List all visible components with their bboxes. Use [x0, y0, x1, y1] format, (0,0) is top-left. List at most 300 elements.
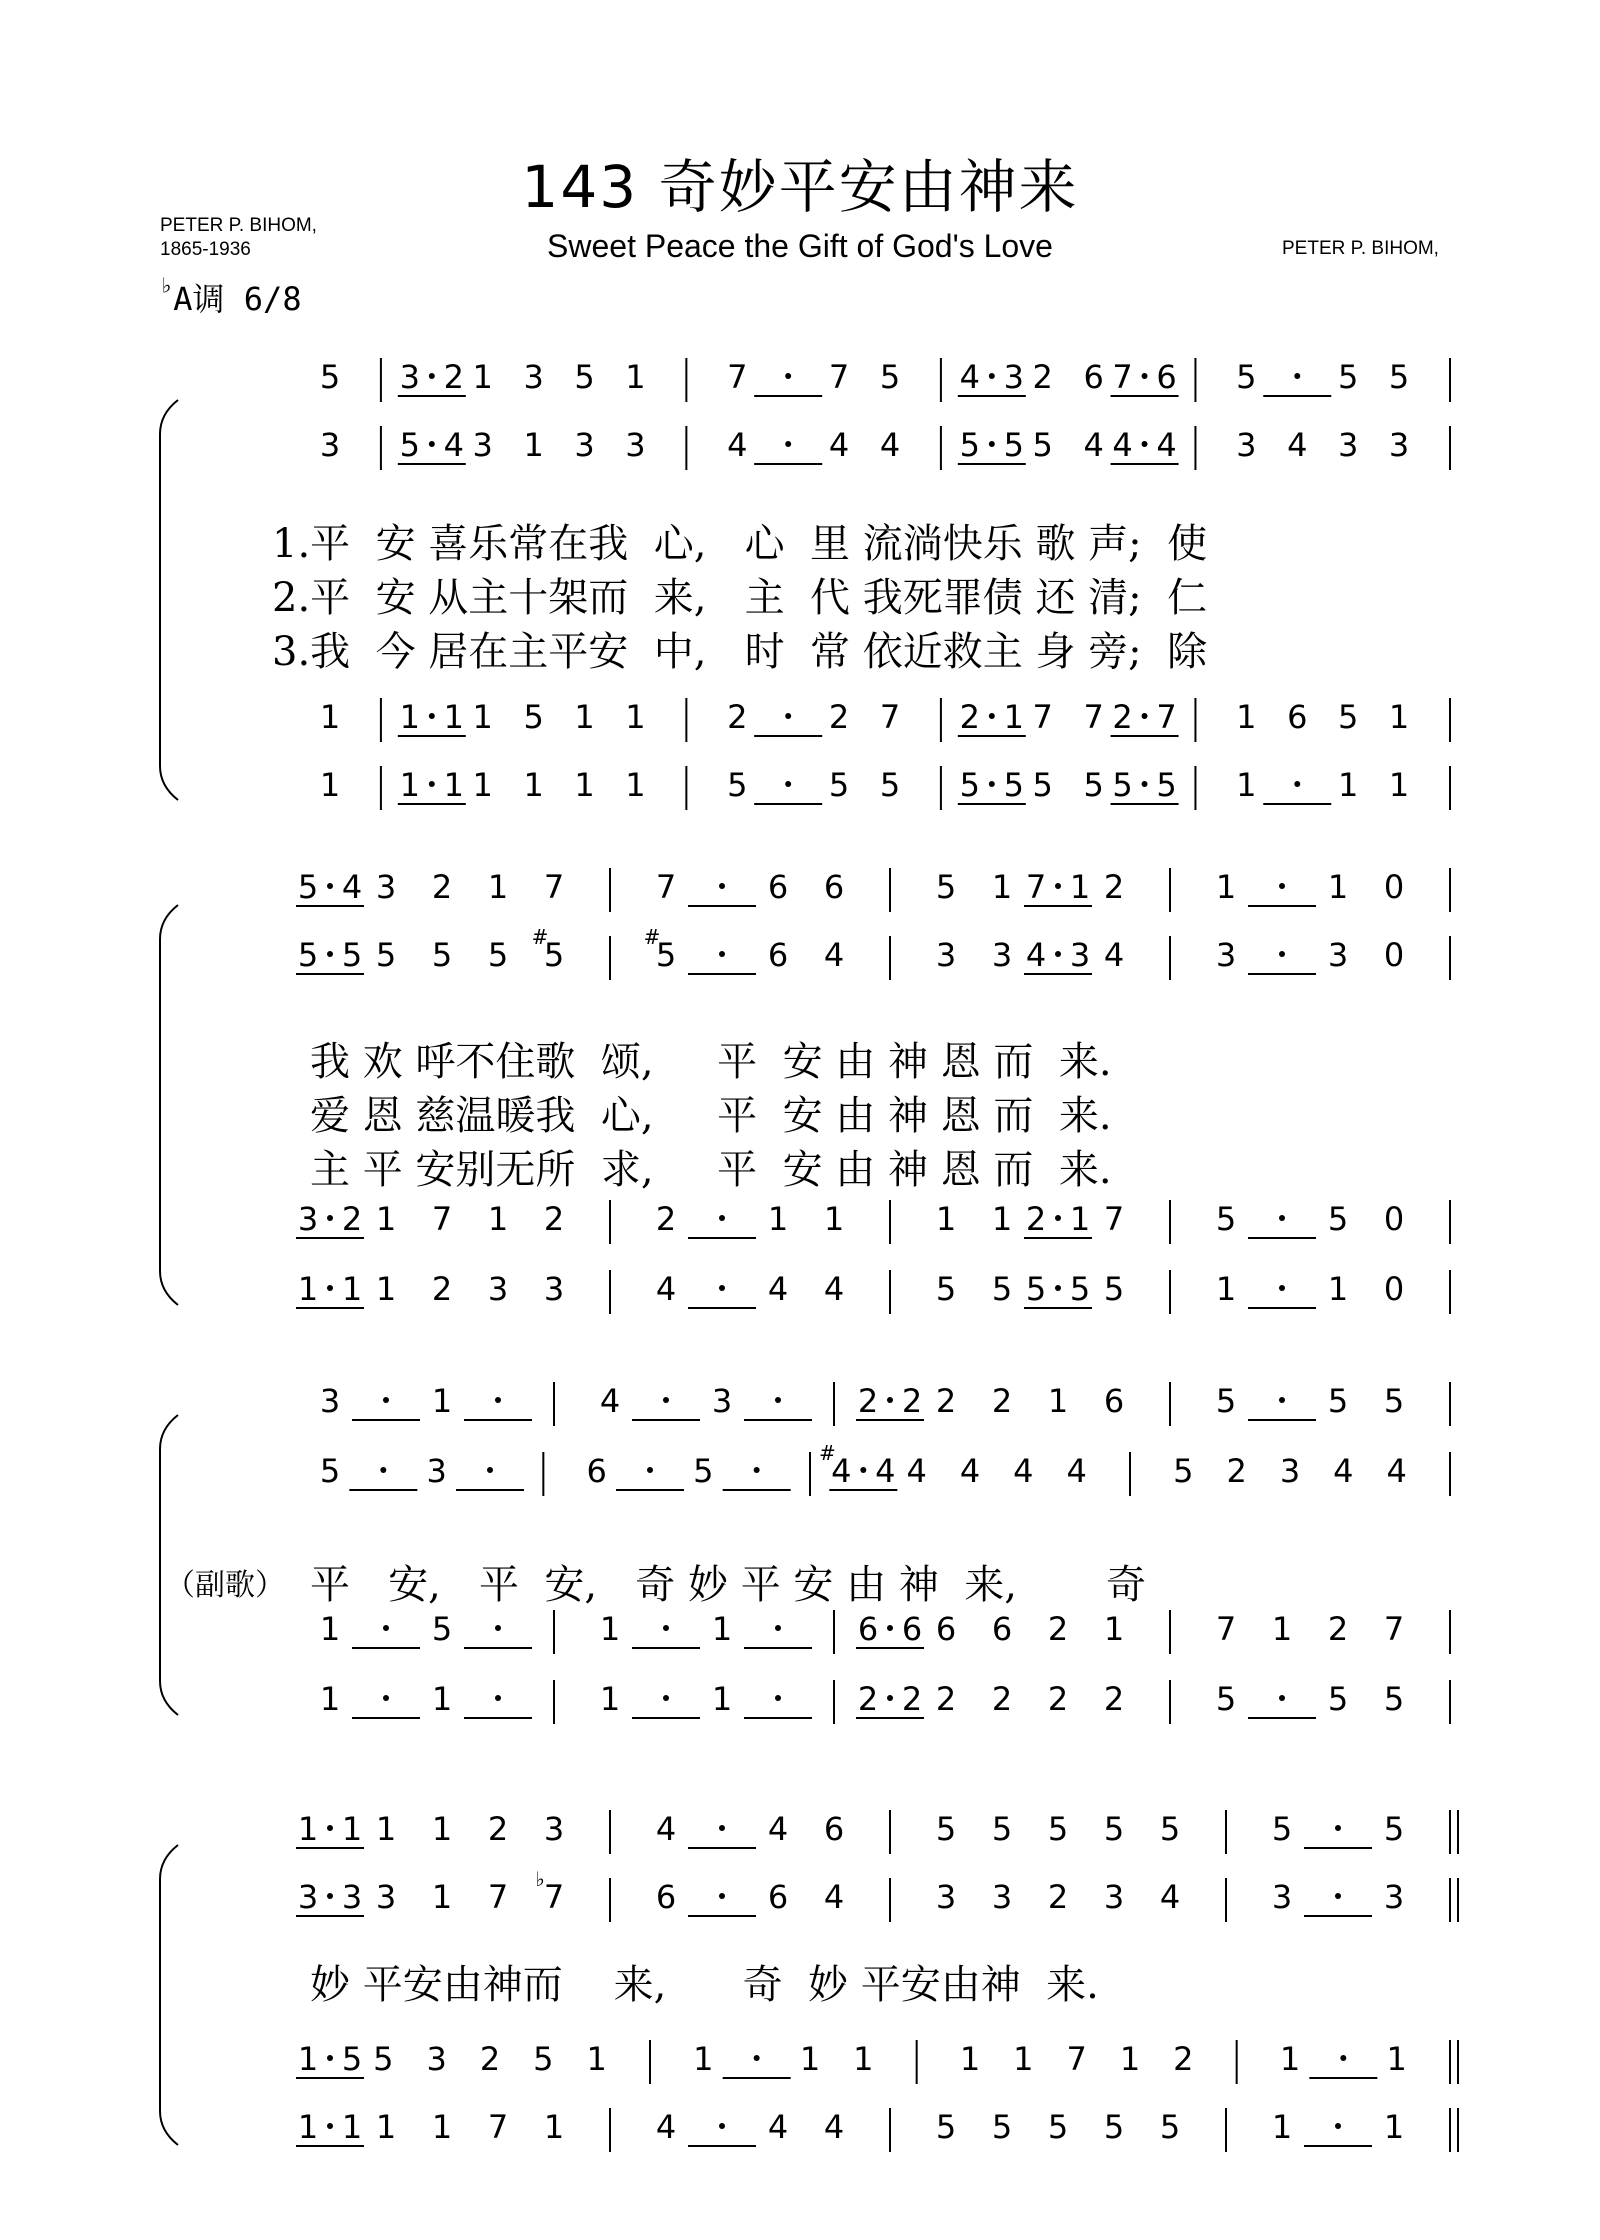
note: 5: [1103, 1810, 1125, 1848]
note: 1: [1327, 868, 1349, 906]
augmentation-dot: [487, 1467, 493, 1473]
note: 1: [1271, 1610, 1293, 1648]
augmentation-dot: [495, 1625, 501, 1631]
note: 7: [1083, 698, 1104, 736]
augmentation-dot: [1340, 2055, 1346, 2061]
note: 1: [431, 2108, 453, 2146]
augmentation-dot: [1279, 1397, 1285, 1403]
note: 5: [1215, 1680, 1237, 1718]
note: 3: [319, 426, 341, 464]
note: 2: [1226, 1452, 1247, 1490]
augmentation-dot: [1142, 373, 1148, 379]
note: 4: [341, 868, 363, 906]
note: 1: [341, 2108, 363, 2146]
note: 2: [901, 1382, 923, 1420]
note: 1: [1236, 766, 1257, 804]
note: 1: [375, 1810, 397, 1848]
augmentation-dot: [887, 1397, 893, 1403]
system-bracket: [160, 400, 178, 800]
note: 0: [1383, 1200, 1405, 1238]
note: 1: [297, 1270, 319, 1308]
augmentation-dot: [719, 1285, 725, 1291]
lyric-s3: 平 安, 平 安, 奇 妙 平 安 由 神 来, 奇: [310, 1562, 1147, 1608]
note: 1: [431, 1878, 453, 1916]
note: 7: [1032, 698, 1053, 736]
note: 1: [1215, 868, 1237, 906]
note: 6: [767, 936, 789, 974]
note: 5: [1338, 698, 1359, 736]
note: 3: [574, 426, 595, 464]
hymn-subtitle: Sweet Peace the Gift of God's Love: [547, 228, 1053, 264]
note: 4: [1103, 936, 1125, 974]
augmentation-dot: [663, 1397, 669, 1403]
note: 4: [831, 1452, 852, 1490]
note: 2: [935, 1382, 957, 1420]
note: 5: [1388, 358, 1410, 396]
note: 4: [443, 426, 464, 464]
note: 3: [1003, 358, 1024, 396]
note: 5: [1047, 1810, 1069, 1848]
note: 3: [625, 426, 646, 464]
note: 2: [543, 1200, 565, 1238]
note: 4: [767, 2108, 789, 2146]
note: 5: [1003, 426, 1024, 464]
lyric-s1-v2: 2.平 安 从主十架而 来, 主 代 我死罪债 还 清; 仁: [272, 575, 1208, 621]
note: 5: [341, 936, 363, 974]
note: 5: [487, 936, 509, 974]
note: 1: [487, 1200, 509, 1238]
note: 3: [1388, 426, 1410, 464]
note: 7: [1383, 1610, 1405, 1648]
note: 5: [1003, 766, 1024, 804]
augmentation-dot: [327, 1825, 333, 1831]
note: 1: [399, 766, 420, 804]
augmentation-dot: [1142, 781, 1148, 787]
note: 1: [1013, 2040, 1034, 2078]
note: 4: [655, 1810, 677, 1848]
note: 5: [297, 936, 319, 974]
note: 2: [901, 1680, 923, 1718]
note: 3: [991, 1878, 1013, 1916]
hymn-title: 143 奇妙平安由神来: [521, 153, 1079, 221]
note: 4: [767, 1810, 789, 1848]
note: 2: [431, 1270, 453, 1308]
note: 4: [1083, 426, 1104, 464]
note: 7: [431, 1200, 453, 1238]
augmentation-dot: [989, 373, 995, 379]
augmentation-dot: [860, 1467, 866, 1473]
note: 1: [1386, 2040, 1407, 2078]
note: 3: [935, 1878, 957, 1916]
note: 4: [959, 358, 980, 396]
note: 3: [991, 936, 1013, 974]
note: 3: [1327, 936, 1349, 974]
augmentation-dot: [719, 1893, 725, 1899]
note: 2: [1103, 868, 1125, 906]
note: 1: [599, 1610, 621, 1648]
note: 2: [479, 2040, 501, 2078]
note: 5: [1271, 1810, 1293, 1848]
note: 1: [319, 698, 341, 736]
note: 5: [935, 1270, 957, 1308]
augmentation-dot: [1335, 1893, 1341, 1899]
note: 5: [1103, 2108, 1125, 2146]
system-bracket: [160, 905, 178, 1305]
note: 3: [297, 1200, 319, 1238]
note: 1: [543, 2108, 565, 2146]
note: 2: [443, 358, 464, 396]
note: 7: [879, 698, 901, 736]
note: 4: [1013, 1452, 1034, 1490]
augmentation-dot: [887, 1625, 893, 1631]
augmentation-dot: [1055, 883, 1061, 889]
augmentation-dot: [719, 1825, 725, 1831]
note: 5: [935, 2108, 957, 2146]
note: 1: [1271, 2108, 1293, 2146]
note: 5: [1215, 1382, 1237, 1420]
note: 5: [1383, 1382, 1405, 1420]
note: 4: [1066, 1452, 1087, 1490]
note: 5: [991, 2108, 1013, 2146]
note: 1: [443, 766, 464, 804]
note: 1: [1069, 1200, 1091, 1238]
note: 6: [767, 1878, 789, 1916]
note: 6: [823, 868, 845, 906]
note: 3: [543, 1270, 565, 1308]
note: 7: [1112, 358, 1133, 396]
note: 5: [1383, 1810, 1405, 1848]
note: 6: [901, 1610, 923, 1648]
note: 5: [1327, 1680, 1349, 1718]
note: 2: [857, 1680, 879, 1718]
note: 5: [574, 358, 595, 396]
note: 5: [1159, 2108, 1181, 2146]
note: 7: [543, 1878, 565, 1916]
note: 2: [828, 698, 850, 736]
augmentation-dot: [383, 1625, 389, 1631]
note: 4: [823, 1878, 845, 1916]
note: 5: [1032, 426, 1053, 464]
note: 1: [375, 2108, 397, 2146]
note: 7: [727, 358, 748, 396]
augmentation-dot: [719, 2123, 725, 2129]
augmentation-dot: [1055, 951, 1061, 957]
note: 1: [487, 868, 509, 906]
augmentation-dot: [327, 883, 333, 889]
note: 1: [431, 1382, 453, 1420]
note: 4: [727, 426, 748, 464]
note: 3: [543, 1810, 565, 1848]
augmentation-dot: [380, 1467, 386, 1473]
note: 2: [655, 1200, 677, 1238]
note: 5: [375, 936, 397, 974]
note: 7: [828, 358, 850, 396]
note: 4: [1287, 426, 1308, 464]
note: 4: [1386, 1452, 1407, 1490]
note: 2: [1112, 698, 1133, 736]
augmentation-dot: [785, 373, 791, 379]
chorus-label: （副歌）: [165, 1568, 285, 1603]
note: 5: [431, 1610, 453, 1648]
augmentation-dot: [754, 2055, 760, 2061]
note: 2: [959, 698, 980, 736]
note: 6: [1083, 358, 1104, 396]
note: 5: [399, 426, 420, 464]
note: 4: [1159, 1878, 1181, 1916]
note: 5: [879, 766, 901, 804]
note: 1: [935, 1200, 957, 1238]
note: 4: [1112, 426, 1133, 464]
note: 1: [599, 1680, 621, 1718]
augmentation-dot: [1055, 1285, 1061, 1291]
augmentation-dot: [1294, 373, 1300, 379]
key-text: A调 6/8: [173, 280, 302, 318]
note: 7: [655, 868, 677, 906]
note: 2: [341, 1200, 363, 1238]
note: 7: [1025, 868, 1047, 906]
note: 5: [341, 2040, 363, 2078]
note: 3: [1069, 936, 1091, 974]
note: 1: [319, 1610, 341, 1648]
augmentation-dot: [327, 1215, 333, 1221]
note: 5: [431, 936, 453, 974]
augmentation-dot: [1279, 1285, 1285, 1291]
note: 1: [711, 1680, 733, 1718]
augmentation-dot: [327, 2123, 333, 2129]
note: 3: [341, 1878, 363, 1916]
augmentation-dot: [495, 1695, 501, 1701]
note: 1: [959, 2040, 981, 2078]
augmentation-dot: [1335, 1825, 1341, 1831]
note: 2: [1047, 1610, 1069, 1648]
composer-right: PETER P. BIHOM,: [1282, 238, 1439, 259]
note: 5: [828, 766, 850, 804]
accidental: ♭: [535, 1867, 545, 1891]
note: 7: [1156, 698, 1177, 736]
composer-years: 1865-1936: [160, 239, 251, 260]
note: 0: [1383, 1270, 1405, 1308]
note: 3: [523, 358, 544, 396]
system-bracket: [160, 1845, 178, 2145]
note: 3: [711, 1382, 733, 1420]
note: 2: [1025, 1200, 1047, 1238]
augmentation-dot: [1335, 2123, 1341, 2129]
note: 0: [1383, 868, 1405, 906]
note: 2: [857, 1382, 879, 1420]
note: 3: [1271, 1878, 1293, 1916]
note: 6: [767, 868, 789, 906]
note: 3: [297, 1878, 319, 1916]
note: 1: [991, 1200, 1013, 1238]
augmentation-dot: [1279, 883, 1285, 889]
augmentation-dot: [1142, 441, 1148, 447]
note: 1: [823, 1200, 845, 1238]
note: 3: [319, 1382, 341, 1420]
note: 5: [935, 868, 957, 906]
augmentation-dot: [327, 1893, 333, 1899]
note: 3: [1383, 1878, 1405, 1916]
note: 5: [1159, 1810, 1181, 1848]
note: 1: [1069, 868, 1091, 906]
note: 4: [879, 426, 901, 464]
note: 2: [727, 698, 748, 736]
note: 1: [586, 2040, 607, 2078]
note: 1: [319, 766, 341, 804]
note: 4: [1025, 936, 1047, 974]
note: 1: [341, 1270, 363, 1308]
augmentation-dot: [1279, 1695, 1285, 1701]
note: 7: [487, 1878, 509, 1916]
augmentation-dot: [989, 781, 995, 787]
note: 3: [375, 868, 397, 906]
note: 1: [523, 766, 544, 804]
note: 1: [1215, 1270, 1237, 1308]
note: 4: [1156, 426, 1177, 464]
note: 3: [426, 1452, 447, 1490]
note: 5: [297, 868, 319, 906]
note: 3: [472, 426, 493, 464]
augmentation-dot: [989, 713, 995, 719]
note: 6: [935, 1610, 957, 1648]
note: 1: [341, 1810, 363, 1848]
note: 5: [1083, 766, 1104, 804]
note: 4: [823, 2108, 845, 2146]
accidental: #: [531, 925, 549, 949]
note: 1: [1103, 1610, 1125, 1648]
note: 2: [1047, 1680, 1069, 1718]
note: 5: [693, 1452, 714, 1490]
augmentation-dot: [785, 441, 791, 447]
augmentation-dot: [383, 1397, 389, 1403]
augmentation-dot: [327, 951, 333, 957]
note: 5: [1327, 1382, 1349, 1420]
lyric-s2-v3: 主 平 安别无所 求, 平 安 由 神 恩 而 来.: [310, 1147, 1112, 1193]
note: 1: [1236, 698, 1257, 736]
note: 5: [533, 2040, 554, 2078]
note: 3: [399, 358, 420, 396]
note: 5: [727, 766, 748, 804]
note: 4: [655, 1270, 677, 1308]
augmentation-dot: [663, 1695, 669, 1701]
note: 5: [1112, 766, 1133, 804]
note: 5: [1025, 1270, 1047, 1308]
accidental: #: [643, 925, 661, 949]
augmentation-dot: [429, 713, 435, 719]
note: 3: [487, 1270, 509, 1308]
note: 5: [879, 358, 901, 396]
note: 4: [823, 936, 845, 974]
note: 1: [319, 1680, 341, 1718]
note: 1: [799, 2040, 821, 2078]
lyric-s4: 妙 平安由神而 来, 奇 妙 平安由神 来.: [310, 1962, 1099, 2008]
note: 1: [853, 2040, 874, 2078]
lyric-s1-v3: 3.我 今 居在主平安 中, 时 常 依近救主 身 旁; 除: [272, 629, 1208, 675]
note: 1: [375, 1270, 397, 1308]
note: 6: [1103, 1382, 1125, 1420]
note: 7: [487, 2108, 509, 2146]
note: 3: [1215, 936, 1237, 974]
note: 1: [1119, 2040, 1141, 2078]
note: 1: [1327, 1270, 1349, 1308]
lyric-s1-v1: 1.平 安 喜乐常在我 心, 心 里 流淌快乐 歌 声; 使: [272, 521, 1208, 567]
note: 5: [991, 1270, 1013, 1308]
note: 2: [991, 1382, 1013, 1420]
note: 1: [625, 766, 646, 804]
augmentation-dot: [754, 1467, 760, 1473]
note: 5: [1236, 358, 1257, 396]
note: 7: [1066, 2040, 1087, 2078]
note: 2: [1032, 358, 1053, 396]
note: 5: [991, 1810, 1013, 1848]
note: 1: [375, 1200, 397, 1238]
flat-sign: ♭: [160, 274, 174, 299]
augmentation-dot: [1294, 781, 1300, 787]
note: 3: [1279, 1452, 1301, 1490]
note: 1: [574, 766, 595, 804]
note: 5: [1327, 1200, 1349, 1238]
note: 1: [523, 426, 544, 464]
note: 5: [959, 766, 980, 804]
note: 6: [991, 1610, 1013, 1648]
note: 5: [319, 1452, 341, 1490]
note: 6: [586, 1452, 607, 1490]
note: 6: [1156, 358, 1177, 396]
note: 4: [875, 1452, 896, 1490]
note: 1: [297, 2108, 319, 2146]
note: 4: [828, 426, 850, 464]
augmentation-dot: [327, 2055, 333, 2061]
note: 1: [1388, 698, 1410, 736]
note: 4: [823, 1270, 845, 1308]
augmentation-dot: [775, 1695, 781, 1701]
note: 5: [1215, 1200, 1237, 1238]
note: 1: [625, 358, 646, 396]
note: 5: [319, 358, 341, 396]
note: 2: [1327, 1610, 1349, 1648]
augmentation-dot: [1142, 713, 1148, 719]
lyric-s2-v1: 我 欢 呼不住歌 颂, 平 安 由 神 恩 而 来.: [310, 1039, 1112, 1085]
note: 2: [1047, 1878, 1069, 1916]
note: 1: [767, 1200, 789, 1238]
note: 1: [472, 766, 493, 804]
note: 1: [431, 1680, 453, 1718]
augmentation-dot: [887, 1695, 893, 1701]
note: 6: [655, 1878, 677, 1916]
note: 4: [599, 1382, 621, 1420]
note: 2: [487, 1810, 509, 1848]
note: 3: [1338, 426, 1359, 464]
note: 6: [1287, 698, 1308, 736]
augmentation-dot: [719, 883, 725, 889]
note: 1: [399, 698, 420, 736]
composer-name-left: PETER P. BIHOM,: [160, 215, 317, 236]
note: 1: [1383, 2108, 1405, 2146]
note: 1: [574, 698, 595, 736]
augmentation-dot: [775, 1625, 781, 1631]
augmentation-dot: [495, 1397, 501, 1403]
note: 1: [297, 2040, 319, 2078]
augmentation-dot: [1055, 1215, 1061, 1221]
note: 1: [472, 358, 493, 396]
note: 5: [1032, 766, 1053, 804]
note: 1: [297, 1810, 319, 1848]
note: 4: [655, 2108, 677, 2146]
note: 5: [1383, 1680, 1405, 1718]
note: 5: [1047, 2108, 1069, 2146]
note: 3: [1236, 426, 1257, 464]
augmentation-dot: [785, 781, 791, 787]
note: 7: [543, 868, 565, 906]
